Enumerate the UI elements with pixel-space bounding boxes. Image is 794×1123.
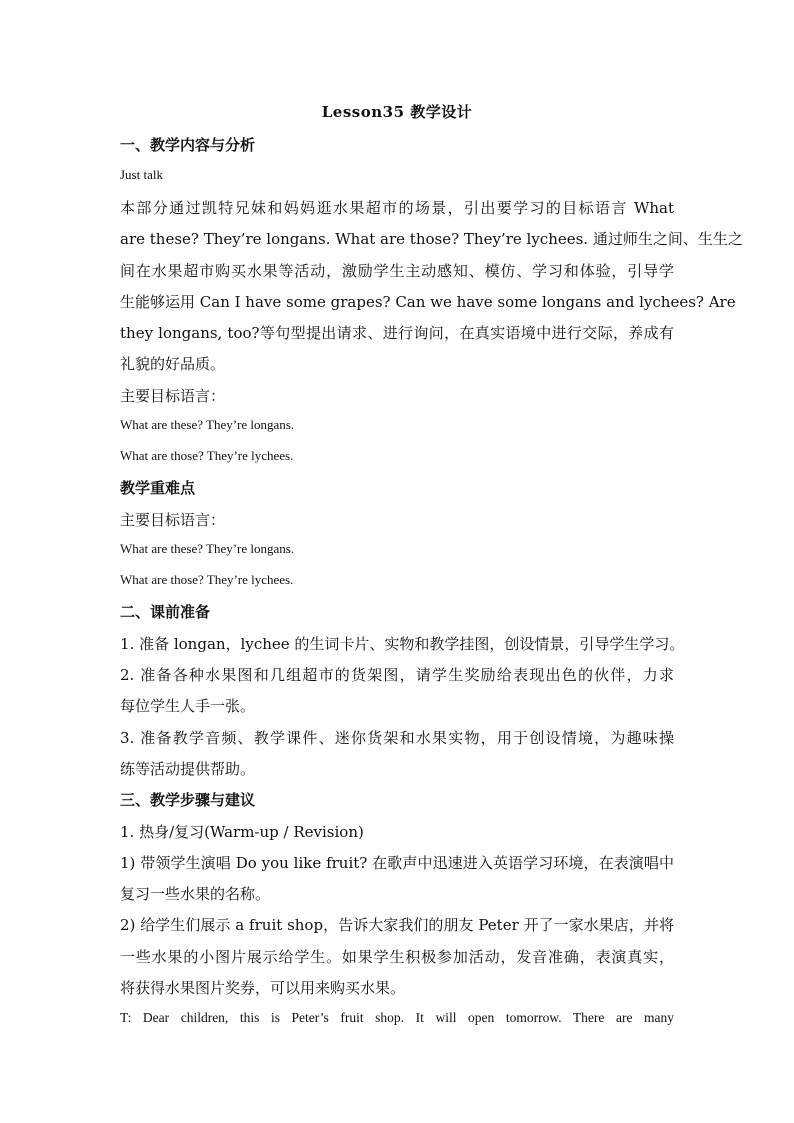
section-heading-preparation: 二、课前准备 [120,603,211,621]
section-heading-key-points: 教学重难点 [120,479,196,497]
subheading-just-talk: Just talk [120,167,163,182]
document-title: Lesson35 教学设计 [321,103,473,121]
step-paragraph-line: 复习一些水果的名称。 [120,885,271,903]
step-paragraph-line: 一些水果的小图片展示给学生。如果学生积极参加活动，发音准确，表演真实， [120,948,674,966]
dialog-line: T: Dear children, this is Peter’s fruit shop. It will open tomorrow. There are many [120,1010,674,1025]
paragraph-line: are these? They’re longans. What are those? They’re lychees. 通过师生之间、生生之 [120,230,743,248]
list-item: 3. 准备教学音频、教学课件、迷你货架和水果实物，用于创设情境，为趣味操 [120,729,674,747]
target-language-label: 主要目标语言： [120,387,226,405]
step-paragraph-line: 2) 给学生们展示 a fruit shop，告诉大家我们的朋友 Peter 开了一家水果店，并将 [120,916,674,934]
list-item: 2. 准备各种水果图和几组超市的货架图，请学生奖励给表现出色的伙伴，力求 [120,666,674,684]
list-item-continuation: 练等活动提供帮助。 [120,760,256,778]
target-sentence: What are these? They’re longans. [120,541,295,556]
paragraph-line: 礼貌的好品质。 [120,355,226,373]
paragraph-line: 生能够运用 Can I have some grapes? Can we have some longans and lychees? Are [120,293,736,311]
target-sentence: What are those? They’re lychees. [120,448,294,463]
section-heading-steps: 三、教学步骤与建议 [120,791,256,809]
paragraph-line: 本部分通过凯特兄妹和妈妈逛水果超市的场景，引出要学习的目标语言 What [120,199,674,217]
paragraph-line: 间在水果超市购买水果等活动，激励学生主动感知、模仿、学习和体验，引导学 [120,262,674,280]
list-item: 1. 准备 longan，lychee 的生词卡片、实物和教学挂图，创设情景，引导学生学习。 [120,635,685,653]
step-heading: 1. 热身/复习(Warm-up / Revision) [120,823,364,841]
target-sentence: What are these? They’re longans. [120,417,295,432]
step-paragraph-line: 1) 带领学生演唱 Do you like fruit? 在歌声中迅速进入英语学习环境，在表演唱中 [120,854,674,872]
target-sentence: What are those? They’re lychees. [120,572,294,587]
step-paragraph-line: 将获得水果图片奖券，可以用来购买水果。 [120,979,406,997]
list-item-continuation: 每位学生人手一张。 [120,697,256,715]
target-language-label: 主要目标语言： [120,511,226,529]
section-heading-content-analysis: 一、教学内容与分析 [120,136,256,154]
paragraph-line: they longans, too?等句型提出请求、进行询问，在真实语境中进行交际，养成有 [120,324,674,342]
